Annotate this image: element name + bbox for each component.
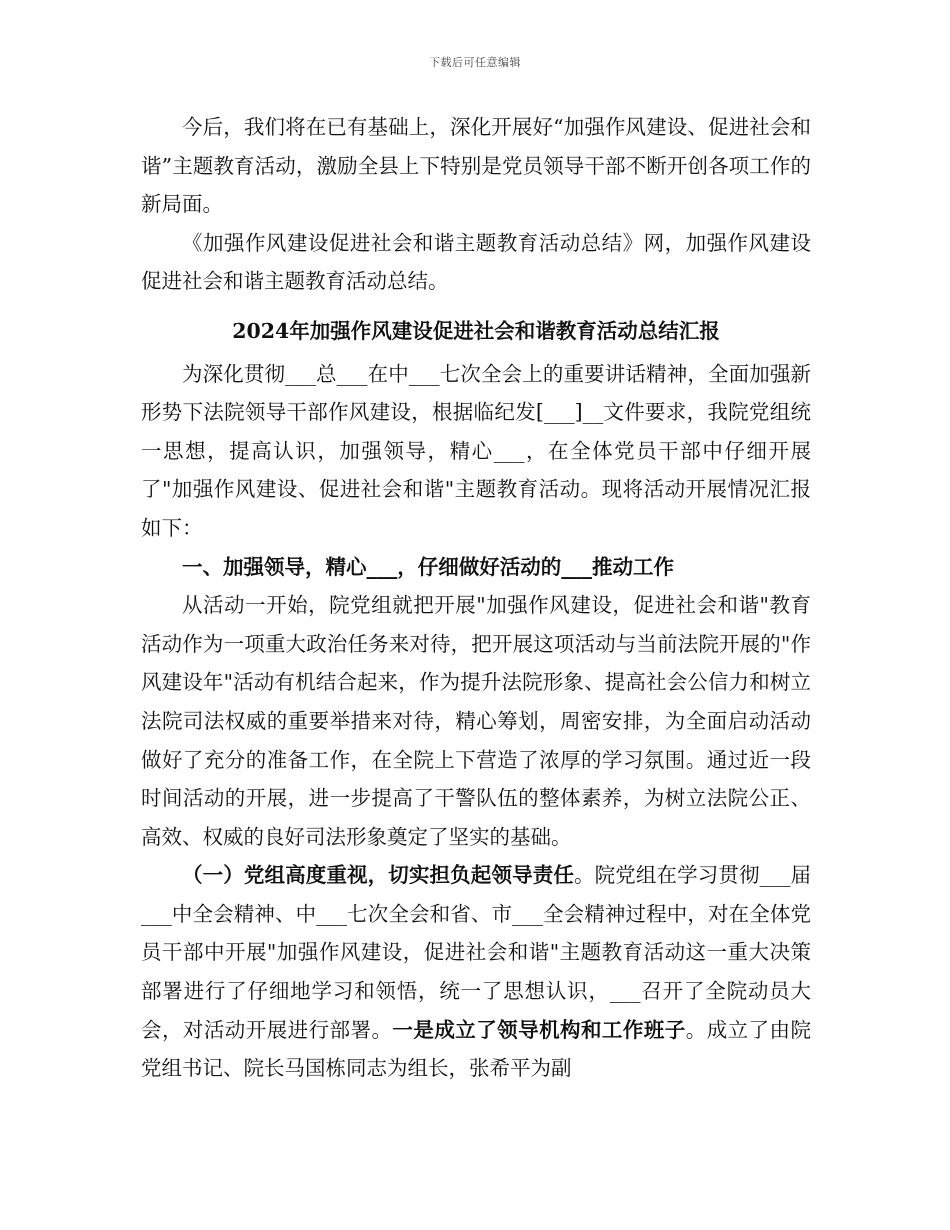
paragraph-future-plan: 今后，我们将在已有基础上，深化开展好“加强作风建设、促进社会和谐”主题教育活动，激励全县上下特别是党员领导干部不断开创各项工作的新局面。 [141,115,811,217]
paragraph-introduction: 为深化贯彻___总___在中___七次全会上的重要讲话精神，全面加强新形势下法院领导干部作风建设，根据临纪发[___]__文件要求，我院党组统一思想，提高认识，加强领导，精心___，在全体党员干部中仔细开展了"加强作风建设、促进社会和谐"主题教育活动。现将活动开展情况汇报如下： [141,361,811,540]
section-heading-1: 一、加强领导，精心___，仔细做好活动的___推动工作 [182,554,674,579]
page-header-note: 下载后可任意编辑 [429,56,521,69]
paragraph-activity-overview: 从活动一开始，院党组就把开展"加强作风建设，促进社会和谐"教育活动作为一项重大政治任务来对待，把开展这项活动与当前法院开展的"作风建设年"活动有机结合起来，作为提升法院形象、提高社会公信力和树立法院司法权威的重要举措来对待，精心筹划，周密安排，为全面启动活动做好了充分的准备工作，在全院上下营造了浓厚的学习氛围。通过近一段时间活动的开展，进一步提高了干警队伍的整体素养，为树立法院公正、高效、权威的良好司法形象奠定了坚实的基础。 [141,593,811,849]
subheading-leading-body: 一是成立了领导机构和工作班子 [392,1017,686,1042]
paragraph-text-part1: 。院党组在学习贯彻___届___中全会精神、中___七次全会和省、市___全会精神过程中，对在全体党员干部中开展"加强作风建设，促进社会和谐"主题教育活动这一重大决策部署进行了仔细地学习和领悟，统一了思想认识，___召开了全院动员大会，对活动开展进行部署。 [141,863,812,1042]
subheading-party-group: （一）党组高度重视，切实担负起领导责任 [182,863,574,888]
document-body [141,108,811,1088]
paragraph-source-note: 《加强作风建设促进社会和谐主题教育活动总结》网，加强作风建设促进社会和谐主题教育活动总结。 [141,230,811,294]
paragraph-text-part2: 。成立了由院党组书记、院长马国栋同志为组长，张希平为副 [141,1017,812,1081]
document-title: 2024年加强作风建设促进社会和谐教育活动总结汇报 [232,318,720,343]
paragraph-party-leadership [141,856,811,1088]
